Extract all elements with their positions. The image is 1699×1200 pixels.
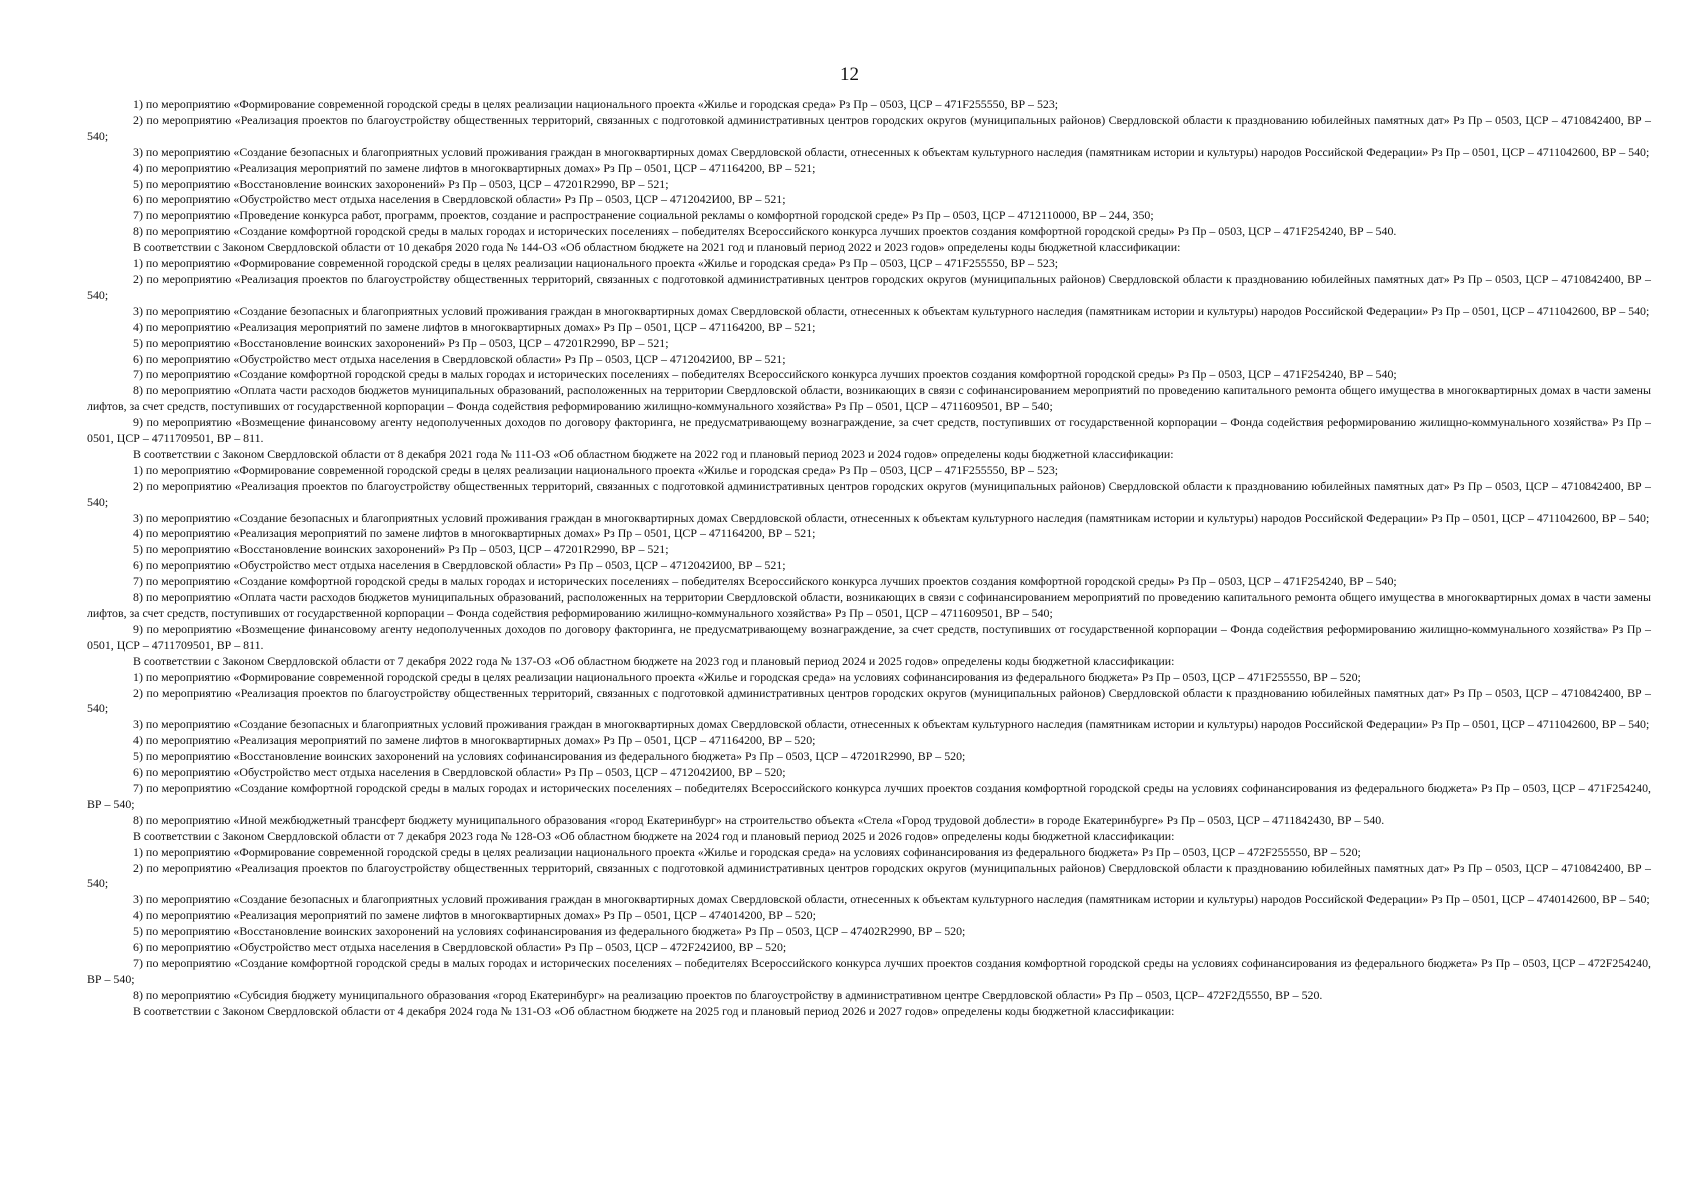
paragraph: 4) по мероприятию «Реализация мероприятий по замене лифтов в многоквартирных домах» Рз Пр – 0501, ЦСР – 471164200, ВР – 521;: [133, 319, 816, 334]
paragraph: 1) по мероприятию «Формирование современной городской среды в целях реализации национального проекта «Жилье и городская среда» Рз Пр – 0503, ЦСР – 471F255550, ВР – 523;: [133, 462, 1059, 477]
paragraph: 5) по мероприятию «Восстановление воинских захоронений» Рз Пр – 0503, ЦСР – 47201R2990, ВР – 521;: [133, 176, 669, 191]
paragraph: 5) по мероприятию «Восстановление воинских захоронений на условиях софинансирования из федерального бюджета» Рз Пр – 0503, ЦСР – 47201R2990, ВР – 520;: [133, 749, 966, 764]
paragraph: 3) по мероприятию «Создание безопасных и благоприятных условий проживания граждан в многоквартирных домах Свердловской области, отнесенных к объектам культурного наследия (памятникам истории и культуры) народов Российской Федерации» Рз Пр – 0501, ЦСР – 4711042600, ВР – 540;: [133, 144, 1650, 159]
paragraph: 7) по мероприятию «Создание комфортной городской среды в малых городах и исторических поселениях – победителях Всероссийского конкурса лучших проектов создания комфортной городской среды на условиях софинансирования из федерального бюджета» Рз Пр – 0503, ЦСР – 472F254240, ВР – 540;: [87, 955, 1651, 986]
paragraph: 4) по мероприятию «Реализация мероприятий по замене лифтов в многоквартирных домах» Рз Пр – 0501, ЦСР – 474014200, ВР – 520;: [133, 908, 816, 923]
paragraph: 2) по мероприятию «Реализация проектов по благоустройству общественных территорий, связанных с подготовкой административных центров городских округов (муниципальных районов) Свердловской области к празднованию юбилейных памятных дат» Рз Пр – 0503, ЦСР – 4710842400, ВР – 540;: [87, 112, 1651, 143]
paragraph: 2) по мероприятию «Реализация проектов по благоустройству общественных территорий, связанных с подготовкой административных центров городских округов (муниципальных районов) Свердловской области к празднованию юбилейных памятных дат» Рз Пр – 0503, ЦСР – 4710842400, ВР – 540;: [87, 685, 1651, 716]
paragraph: 7) по мероприятию «Создание комфортной городской среды в малых городах и исторических поселениях – победителях Всероссийского конкурса лучших проектов создания комфортной городской среды» Рз Пр – 0503, ЦСР – 471F254240, ВР – 540;: [133, 367, 1397, 382]
paragraph: 4) по мероприятию «Реализация мероприятий по замене лифтов в многоквартирных домах» Рз Пр – 0501, ЦСР – 471164200, ВР – 520;: [133, 733, 816, 748]
paragraph: 3) по мероприятию «Создание безопасных и благоприятных условий проживания граждан в многоквартирных домах Свердловской области, отнесенных к объектам культурного наследия (памятникам истории и культуры) народов Российской Федерации» Рз Пр – 0501, ЦСР – 4740142600, ВР – 540;: [133, 892, 1650, 907]
paragraph: 1) по мероприятию «Формирование современной городской среды в целях реализации национального проекта «Жилье и городская среда» на условиях софинансирования из федерального бюджета» Рз Пр – 0503, ЦСР – 472F255550, ВР – 520;: [133, 844, 1361, 859]
paragraph: 3) по мероприятию «Создание безопасных и благоприятных условий проживания граждан в многоквартирных домах Свердловской области, отнесенных к объектам культурного наследия (памятникам истории и культуры) народов Российской Федерации» Рз Пр – 0501, ЦСР – 4711042600, ВР – 540;: [133, 510, 1650, 525]
paragraph: 6) по мероприятию «Обустройство мест отдыха населения в Свердловской области» Рз Пр – 0503, ЦСР – 4712042И00, ВР – 520;: [133, 765, 786, 780]
document-body: [87, 97, 1651, 1020]
paragraph: В соответствии с Законом Свердловской области от 8 декабря 2021 года № 111-ОЗ «Об областном бюджете на 2022 год и плановый период 2023 и 2024 годов» определены коды бюджетной классификации:: [133, 446, 1174, 461]
paragraph: 6) по мероприятию «Обустройство мест отдыха населения в Свердловской области» Рз Пр – 0503, ЦСР – 472F242И00, ВР – 520;: [133, 940, 787, 955]
paragraph: 1) по мероприятию «Формирование современной городской среды в целях реализации национального проекта «Жилье и городская среда» Рз Пр – 0503, ЦСР – 471F255550, ВР – 523;: [133, 256, 1059, 271]
paragraph: 6) по мероприятию «Обустройство мест отдыха населения в Свердловской области» Рз Пр – 0503, ЦСР – 4712042И00, ВР – 521;: [133, 558, 786, 573]
paragraph: 8) по мероприятию «Оплата части расходов бюджетов муниципальных образований, расположенных на территории Свердловской области, возникающих в связи с софинансированием мероприятий по проведению капитального ремонта общего имущества в многоквартирных домах в части замены лифтов, за счет средств, поступивших от государственной корпорации – Фонда содействия реформированию жилищно-коммунального хозяйства» Рз Пр – 0501, ЦСР – 4711609501, ВР – 540;: [87, 590, 1651, 620]
paragraph: 8) по мероприятию «Оплата части расходов бюджетов муниципальных образований, расположенных на территории Свердловской области, возникающих в связи с софинансированием мероприятий по проведению капитального ремонта общего имущества в многоквартирных домах в части замены лифтов, за счет средств, поступивших от государственной корпорации – Фонда содействия реформированию жилищно-коммунального хозяйства» Рз Пр – 0501, ЦСР – 4711609501, ВР – 540;: [87, 383, 1651, 414]
paragraph: 3) по мероприятию «Создание безопасных и благоприятных условий проживания граждан в многоквартирных домах Свердловской области, отнесенных к объектам культурного наследия (памятникам истории и культуры) народов Российской Федерации» Рз Пр – 0501, ЦСР – 4711042600, ВР – 540;: [133, 717, 1650, 732]
paragraph: 7) по мероприятию «Проведение конкурса работ, программ, проектов, создание и распространение социальной рекламы о комфортной городской среде» Рз Пр – 0503, ЦСР – 4712110000, ВР – 244, 350;: [133, 208, 1154, 223]
paragraph: 5) по мероприятию «Восстановление воинских захоронений на условиях софинансирования из федерального бюджета» Рз Пр – 0503, ЦСР – 47402R2990, ВР – 520;: [133, 924, 966, 939]
page-number: 12: [840, 64, 859, 85]
paragraph: 6) по мероприятию «Обустройство мест отдыха населения в Свердловской области» Рз Пр – 0503, ЦСР – 4712042И00, ВР – 521;: [133, 351, 786, 366]
paragraph: 1) по мероприятию «Формирование современной городской среды в целях реализации национального проекта «Жилье и городская среда» Рз Пр – 0503, ЦСР – 471F255550, ВР – 523;: [133, 97, 1059, 111]
paragraph: 5) по мероприятию «Восстановление воинских захоронений» Рз Пр – 0503, ЦСР – 47201R2990, ВР – 521;: [133, 542, 669, 557]
paragraph: 3) по мероприятию «Создание безопасных и благоприятных условий проживания граждан в многоквартирных домах Свердловской области, отнесенных к объектам культурного наследия (памятникам истории и культуры) народов Российской Федерации» Рз Пр – 0501, ЦСР – 4711042600, ВР – 540;: [133, 303, 1650, 318]
paragraph: 8) по мероприятию «Иной межбюджетный трансферт бюджету муниципального образования «город Екатеринбург» на строительство объекта «Стела «Город трудовой доблести» в городе Екатеринбурге» Рз Пр – 0503, ЦСР – 4711842430, ВР – 540.: [133, 812, 1385, 827]
paragraph: В соответствии с Законом Свердловской области от 4 декабря 2024 года № 131-ОЗ «Об областном бюджете на 2025 год и плановый период 2026 и 2027 годов» определены коды бюджетной классификации:: [133, 1003, 1175, 1018]
paragraph: 7) по мероприятию «Создание комфортной городской среды в малых городах и исторических поселениях – победителях Всероссийского конкурса лучших проектов создания комфортной городской среды» Рз Пр – 0503, ЦСР – 471F254240, ВР – 540;: [133, 574, 1397, 589]
paragraph: 8) по мероприятию «Создание комфортной городской среды в малых городах и исторических поселениях – победителях Всероссийского конкурса лучших проектов создания комфортной городской среды» Рз Пр – 0503, ЦСР – 471F254240, ВР – 540.: [133, 224, 1397, 239]
paragraph: 4) по мероприятию «Реализация мероприятий по замене лифтов в многоквартирных домах» Рз Пр – 0501, ЦСР – 471164200, ВР – 521;: [133, 160, 816, 175]
paragraph: 2) по мероприятию «Реализация проектов по благоустройству общественных территорий, связанных с подготовкой административных центров городских округов (муниципальных районов) Свердловской области к празднованию юбилейных памятных дат» Рз Пр – 0503, ЦСР – 4710842400, ВР – 540;: [87, 271, 1651, 302]
paragraph: 9) по мероприятию «Возмещение финансовому агенту недополученных доходов по договору факторинга, не предусматривающему вознаграждение, за счет средств, поступивших от государственной корпорации – Фонда содействия реформированию жилищно-коммунального хозяйства» Рз Пр – 0501, ЦСР – 4711709501, ВР – 811.: [87, 621, 1651, 652]
paragraph: 8) по мероприятию «Субсидия бюджету муниципального образования «город Екатеринбург» на реализацию проектов по благоустройству в административном центре Свердловской области» Рз Пр – 0503, ЦСР– 472F2Д5550, ВР – 520.: [133, 987, 1323, 1002]
paragraph: 9) по мероприятию «Возмещение финансовому агенту недополученных доходов по договору факторинга, не предусматривающему вознаграждение, за счет средств, поступивших от государственной корпорации – Фонда содействия реформированию жилищно-коммунального хозяйства» Рз Пр – 0501, ЦСР – 4711709501, ВР – 811.: [87, 415, 1651, 446]
paragraph: 1) по мероприятию «Формирование современной городской среды в целях реализации национального проекта «Жилье и городская среда» на условиях софинансирования из федерального бюджета» Рз Пр – 0503, ЦСР – 471F255550, ВР – 520;: [133, 669, 1361, 684]
paragraph: 6) по мероприятию «Обустройство мест отдыха населения в Свердловской области» Рз Пр – 0503, ЦСР – 4712042И00, ВР – 521;: [133, 192, 786, 207]
paragraph: 4) по мероприятию «Реализация мероприятий по замене лифтов в многоквартирных домах» Рз Пр – 0501, ЦСР – 471164200, ВР – 521;: [133, 526, 816, 541]
paragraph: В соответствии с Законом Свердловской области от 7 декабря 2022 года № 137-ОЗ «Об областном бюджете на 2023 год и плановый период 2024 и 2025 годов» определены коды бюджетной классификации:: [133, 653, 1175, 668]
paragraph: В соответствии с Законом Свердловской области от 7 декабря 2023 года № 128-ОЗ «Об областном бюджете на 2024 год и плановый период 2025 и 2026 годов» определены коды бюджетной классификации:: [133, 828, 1175, 843]
paragraph: 2) по мероприятию «Реализация проектов по благоустройству общественных территорий, связанных с подготовкой административных центров городских округов (муниципальных районов) Свердловской области к празднованию юбилейных памятных дат» Рз Пр – 0503, ЦСР – 4710842400, ВР – 540;: [87, 478, 1651, 509]
paragraph: 5) по мероприятию «Восстановление воинских захоронений» Рз Пр – 0503, ЦСР – 47201R2990, ВР – 521;: [133, 335, 669, 350]
paragraph: В соответствии с Законом Свердловской области от 10 декабря 2020 года № 144-ОЗ «Об областном бюджете на 2021 год и плановый период 2022 и 2023 годов» определены коды бюджетной классификации:: [133, 240, 1181, 255]
paragraph: 7) по мероприятию «Создание комфортной городской среды в малых городах и исторических поселениях – победителях Всероссийского конкурса лучших проектов создания комфортной городской среды на условиях софинансирования из федерального бюджета» Рз Пр – 0503, ЦСР – 471F254240, ВР – 540;: [87, 780, 1651, 811]
paragraph: 2) по мероприятию «Реализация проектов по благоустройству общественных территорий, связанных с подготовкой административных центров городских округов (муниципальных районов) Свердловской области к празднованию юбилейных памятных дат» Рз Пр – 0503, ЦСР – 4710842400, ВР – 540;: [87, 860, 1651, 891]
